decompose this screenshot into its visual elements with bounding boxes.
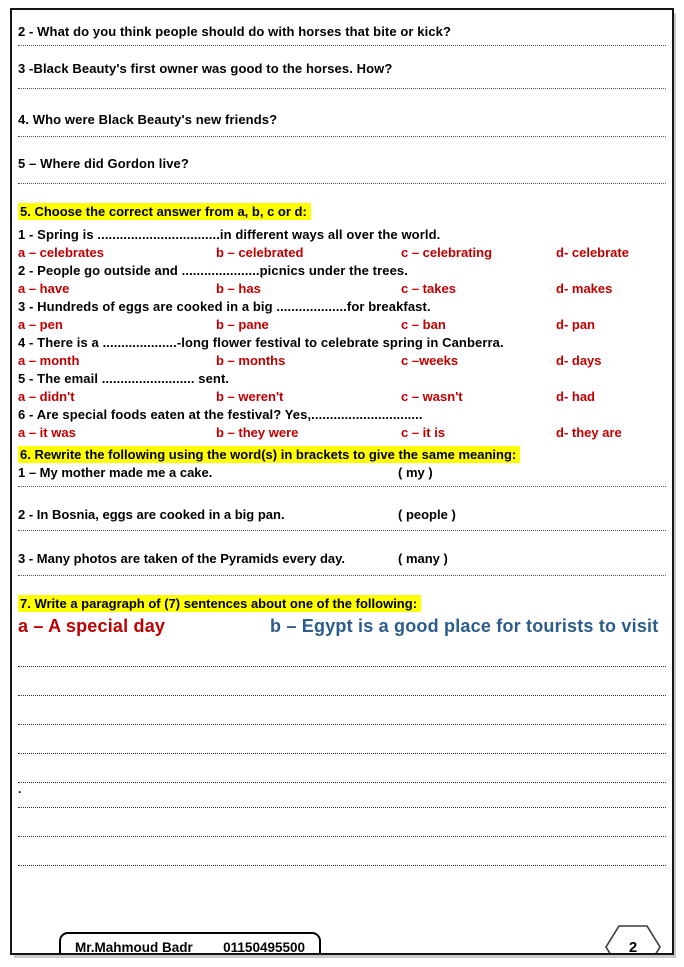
mcq-question-stem: 4 - There is a ....................-long flower festival to celebrate spring in Canberra. bbox=[18, 335, 504, 350]
answer-line bbox=[18, 528, 666, 531]
section-5-title-highlight: 5. Choose the correct answer from a, b, c or d: bbox=[18, 203, 311, 220]
teacher-name: Mr.Mahmoud Badr bbox=[75, 939, 193, 955]
reading-question: 3 -Black Beauty's first owner was good to the horses. How? bbox=[18, 61, 393, 76]
mcq-option-d: d- makes bbox=[556, 281, 613, 296]
section-5-title bbox=[18, 203, 666, 220]
reading-question: 5 – Where did Gordon live? bbox=[18, 156, 189, 171]
writing-line bbox=[18, 664, 666, 667]
section-7-title bbox=[18, 595, 666, 612]
teacher-phone: 01150495500 bbox=[223, 939, 305, 955]
rewrite-item-text: 3 - Many photos are taken of the Pyramids every day. bbox=[18, 551, 346, 566]
mcq-option-a: a – it was bbox=[18, 425, 76, 440]
writing-line bbox=[18, 863, 666, 866]
rewrite-item-bracket: ( many ) bbox=[398, 551, 448, 566]
mcq-options-row bbox=[18, 316, 666, 334]
section-7-title-highlight: 7. Write a paragraph of (7) sentences about one of the following: bbox=[18, 595, 421, 612]
writing-line bbox=[18, 722, 666, 725]
mcq-option-b: b – celebrated bbox=[216, 245, 304, 260]
paragraph-choices bbox=[18, 615, 666, 637]
mcq-option-a: a – celebrates bbox=[18, 245, 105, 260]
rewrite-item-text: 1 – My mother made me a cake. bbox=[18, 465, 213, 480]
mcq-option-b: b – weren't bbox=[216, 389, 284, 404]
mcq-option-d: d- pan bbox=[556, 317, 595, 332]
writing-line bbox=[18, 805, 666, 808]
mcq-options-row bbox=[18, 352, 666, 370]
reading-question: 2 - What do you think people should do with horses that bite or kick? bbox=[18, 24, 452, 39]
section-6-title-highlight: 6. Rewrite the following using the word(s) in brackets to give the same meaning: bbox=[18, 446, 520, 463]
answer-line bbox=[18, 43, 666, 46]
stray-period-mark: . bbox=[18, 782, 22, 796]
section-6-title bbox=[18, 446, 666, 463]
rewrite-item-text: 2 - In Bosnia, eggs are cooked in a big pan. bbox=[18, 507, 285, 522]
writing-line bbox=[18, 693, 666, 696]
mcq-question-stem: 1 - Spring is .................................in different ways all over the world. bbox=[18, 227, 441, 242]
mcq-option-b: b – pane bbox=[216, 317, 269, 332]
reading-question: 4. Who were Black Beauty's new friends? bbox=[18, 112, 278, 127]
page-number-badge bbox=[604, 924, 662, 955]
writing-lines-area bbox=[18, 664, 666, 866]
mcq-option-a: a – have bbox=[18, 281, 70, 296]
mcq-option-d: d- had bbox=[556, 389, 595, 404]
rewrite-item bbox=[18, 507, 666, 522]
mcq-options-row bbox=[18, 244, 666, 262]
writing-line bbox=[18, 751, 666, 754]
answer-line bbox=[18, 134, 666, 137]
teacher-info-box bbox=[59, 932, 321, 955]
mcq-option-c: c – wasn't bbox=[401, 389, 463, 404]
mcq-options-row bbox=[18, 388, 666, 406]
page-footer bbox=[18, 924, 666, 955]
answer-line bbox=[18, 86, 666, 89]
rewrite-item bbox=[18, 465, 666, 480]
paragraph-choice-b: b – Egypt is a good place for tourists to visit bbox=[270, 615, 659, 636]
mcq-option-c: c – it is bbox=[401, 425, 446, 440]
answer-line bbox=[18, 573, 666, 576]
mcq-option-b: b – they were bbox=[216, 425, 299, 440]
mcq-option-a: a – pen bbox=[18, 317, 63, 332]
writing-line bbox=[18, 834, 666, 837]
mcq-option-a: a – month bbox=[18, 353, 80, 368]
mcq-question-stem: 3 - Hundreds of eggs are cooked in a big ...................for breakfast. bbox=[18, 299, 431, 314]
worksheet-page bbox=[10, 8, 674, 955]
mcq-option-d: d- they are bbox=[556, 425, 622, 440]
answer-line bbox=[18, 181, 666, 184]
mcq-question-stem: 5 - The email ......................... sent. bbox=[18, 371, 230, 386]
paragraph-choice-a: a – A special day bbox=[18, 615, 166, 636]
mcq-option-d: d- days bbox=[556, 353, 602, 368]
mcq-option-d: d- celebrate bbox=[556, 245, 629, 260]
rewrite-item-bracket: ( my ) bbox=[398, 465, 433, 480]
answer-line bbox=[18, 484, 666, 487]
rewrite-item bbox=[18, 551, 666, 566]
mcq-option-c: c – ban bbox=[401, 317, 446, 332]
mcq-option-c: c – takes bbox=[401, 281, 456, 296]
mcq-block bbox=[18, 226, 666, 442]
rewrite-item-bracket: ( people ) bbox=[398, 507, 456, 522]
page-number: 2 bbox=[628, 938, 638, 955]
mcq-option-c: c –weeks bbox=[401, 353, 459, 368]
mcq-option-b: b – has bbox=[216, 281, 261, 296]
mcq-question-stem: 2 - People go outside and .....................picnics under the trees. bbox=[18, 263, 408, 278]
mcq-option-a: a – didn't bbox=[18, 389, 75, 404]
mcq-option-b: b – months bbox=[216, 353, 286, 368]
mcq-options-row bbox=[18, 280, 666, 298]
mcq-options-row bbox=[18, 424, 666, 442]
mcq-option-c: c – celebrating bbox=[401, 245, 493, 260]
mcq-question-stem: 6 - Are special foods eaten at the festival? Yes,.............................. bbox=[18, 407, 423, 422]
